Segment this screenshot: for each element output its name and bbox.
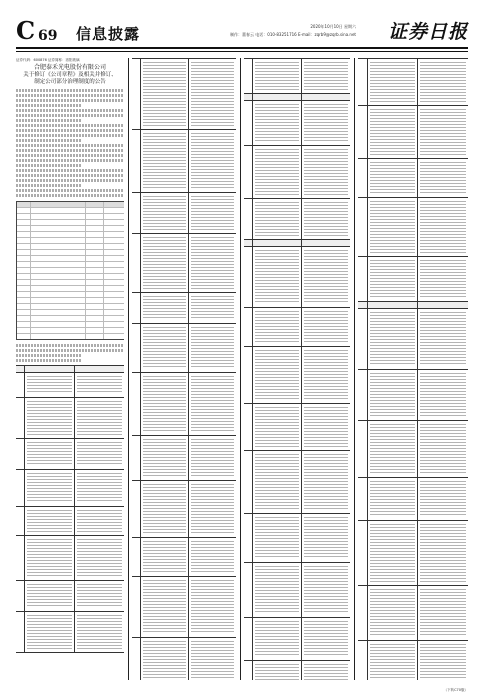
body-text	[16, 149, 124, 152]
masthead	[16, 16, 468, 46]
body-text	[16, 154, 124, 157]
body-text	[16, 94, 124, 97]
section-title: 信息披露	[76, 25, 141, 43]
column-divider	[128, 58, 129, 680]
rules-list-table	[16, 201, 124, 340]
amendment-comparison-table	[244, 58, 350, 680]
body-text	[16, 144, 124, 147]
announcement-title-1: 关于修订《公司章程》及相关并修订、	[23, 72, 117, 78]
date-line: 2020年10月10日 星期六	[310, 24, 356, 29]
body-text	[16, 184, 81, 187]
body-text	[16, 114, 124, 117]
amendment-comparison-table	[16, 365, 124, 653]
body-text	[16, 354, 81, 357]
body-text	[16, 104, 81, 107]
body-text	[16, 129, 124, 132]
column-4	[358, 58, 468, 680]
body-text	[16, 349, 124, 352]
continued-note: （下转C70版）	[443, 688, 468, 692]
stock-code-line: 证券代码：600876 证券简称：洛阳玻璃	[16, 58, 80, 62]
body-text	[16, 189, 124, 192]
section-number: 69	[38, 28, 58, 44]
body-text	[16, 139, 81, 142]
column-3	[244, 58, 350, 680]
body-text	[16, 89, 124, 92]
body-text	[16, 119, 81, 122]
body-text	[16, 179, 124, 182]
body-text	[16, 134, 124, 137]
body-text	[16, 359, 81, 362]
column-2	[132, 58, 236, 680]
body-text	[16, 109, 124, 112]
body-text	[16, 344, 124, 347]
newspaper-logo: 证券日报	[387, 21, 468, 43]
body-text	[16, 194, 124, 197]
editor-line: 制作：董春云 电话：010-83251716 E-mail：zqrb9@zqrb.sina.net	[230, 32, 356, 37]
body-text	[16, 124, 124, 127]
body-text	[16, 164, 81, 167]
column-divider	[354, 58, 355, 680]
body-text	[16, 169, 124, 172]
column-1	[16, 58, 124, 680]
announcement-heading	[16, 64, 124, 86]
column-divider	[240, 58, 241, 680]
body-text	[16, 159, 124, 162]
amendment-comparison-table	[132, 58, 236, 680]
body-text	[16, 99, 124, 102]
company-name: 合肥泰禾光电股份有限公司	[33, 64, 106, 71]
amendment-comparison-table	[358, 58, 468, 680]
header-rule-thin	[16, 51, 468, 52]
header-rule	[16, 47, 468, 49]
section-letter: C	[16, 16, 36, 45]
announcement-title-2: 制定公司部分治理制度的公告	[34, 79, 106, 85]
body-text	[16, 174, 124, 177]
